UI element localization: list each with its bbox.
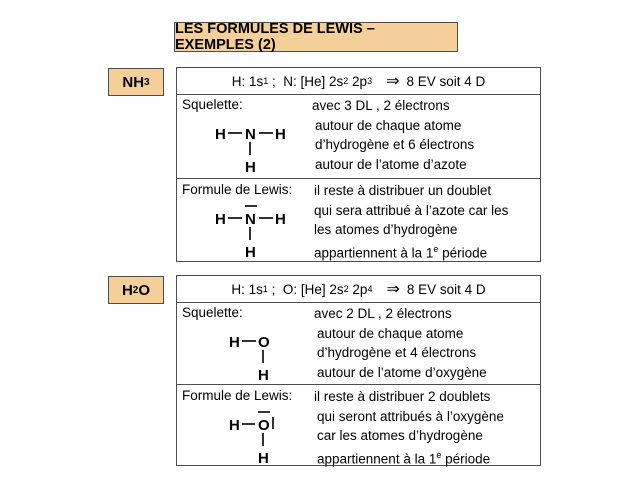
- atom-h-right: H: [275, 126, 286, 143]
- skeleton-label: Squelette:: [182, 97, 243, 112]
- h2o-lewis-structure: [225, 409, 295, 465]
- molecule-sub: 3: [144, 76, 150, 88]
- lewis-text: il reste à distribuer 2 doublets qui seront attribués à l’oxygène car les atomes d’hydrogène appartiennent à la 1e période: [314, 389, 504, 466]
- svg-text:O: O: [258, 417, 270, 434]
- skeleton-text: avec 2 DL , 2 électrons autour de chaque atome d’hydrogène et 4 électrons autour de l’atome d’oxygène: [314, 306, 487, 380]
- svg-text:H: H: [245, 244, 256, 261]
- lewis-section: [177, 384, 540, 467]
- atom-h-bottom: H: [245, 159, 256, 176]
- example-table-nh3: [176, 67, 541, 262]
- lewis-section: [177, 178, 540, 263]
- nh3-lewis-structure: [207, 203, 297, 261]
- example-table-h2o: [176, 275, 541, 466]
- electron-config: H: 1s 1 ; N: [He] 2s 2 2p 3 ⇒ 8 EV soit 4 D: [177, 68, 540, 95]
- skeleton-text: avec 3 DL , 2 électrons autour de chaque atome d’hydrogène et 6 électrons autour de l’atome d’azote: [312, 98, 475, 172]
- skeleton-section: [177, 302, 540, 384]
- atom-n: N: [245, 126, 256, 143]
- h2o-skeleton-structure: [225, 330, 295, 382]
- molecule-main: NH: [122, 73, 145, 91]
- svg-text:H: H: [229, 417, 240, 434]
- skeleton-section: [177, 94, 540, 178]
- skeleton-label: Squelette:: [182, 305, 243, 320]
- implies-arrow-icon: ⇒: [386, 281, 400, 298]
- atom-h-left: H: [215, 126, 226, 143]
- svg-text:H: H: [258, 450, 269, 467]
- page-title: LES FORMULES DE LEWIS – EXEMPLES (2): [174, 22, 458, 52]
- svg-text:H: H: [275, 211, 286, 228]
- nh3-skeleton-structure: [207, 120, 297, 176]
- implies-arrow-icon: ⇒: [386, 73, 400, 90]
- electron-config: H: 1s 1 ; O: [He] 2s 2 2p 4 ⇒ 8 EV soit 4 D: [177, 276, 540, 303]
- molecule-label-h2o: H 2 O: [108, 276, 164, 304]
- molecule-label-nh3: [108, 68, 164, 96]
- svg-text:H: H: [215, 211, 226, 228]
- svg-text:H: H: [229, 334, 240, 351]
- svg-text:H: H: [258, 367, 269, 384]
- lewis-label: Formule de Lewis:: [182, 182, 293, 197]
- svg-text:N: N: [245, 211, 256, 228]
- svg-text:O: O: [258, 334, 270, 351]
- lewis-label: Formule de Lewis:: [182, 388, 293, 403]
- lewis-text: il reste à distribuer un doublet qui sera attribué à l’azote car les les atomes d’hydrogène appartiennent à la 1e période: [314, 183, 509, 260]
